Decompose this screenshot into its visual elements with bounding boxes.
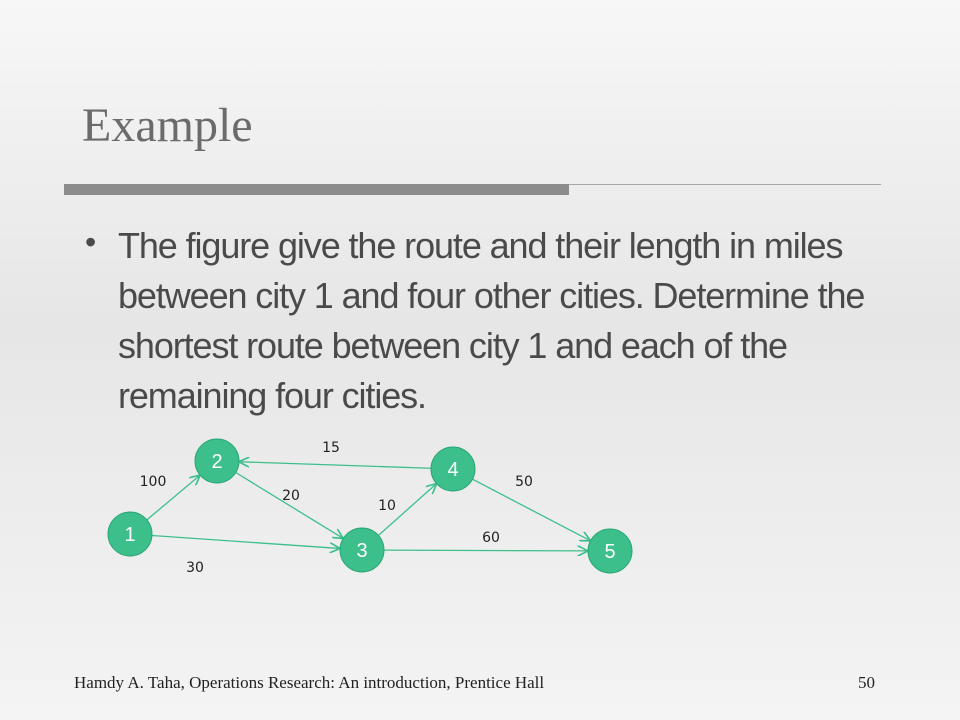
city-node-label: 2 xyxy=(211,451,223,473)
city-node-4 xyxy=(431,447,475,491)
page-number: 50 xyxy=(858,673,875,692)
edge-weight-label: 15 xyxy=(322,440,340,456)
edge-weight-label: 10 xyxy=(378,498,396,514)
city-node-label: 1 xyxy=(124,524,136,546)
edge-2-to-3 xyxy=(236,473,343,538)
city-node-2 xyxy=(195,439,239,483)
edge-weight-label: 100 xyxy=(139,474,167,490)
city-node-5 xyxy=(588,529,632,573)
city-node-label: 3 xyxy=(356,540,368,562)
edge-weight-label: 60 xyxy=(482,530,500,546)
edge-4-to-2 xyxy=(240,462,431,468)
city-node-label: 5 xyxy=(604,541,616,563)
slide-title: Example xyxy=(82,99,253,152)
city-node-1 xyxy=(108,512,152,556)
edge-weight-label: 30 xyxy=(186,560,204,576)
bullet-text: The figure give the route and their length in miles between city 1 and four other cities. Determine the shortest route between city 1 and each of the remaining four cities. xyxy=(118,225,865,416)
bullet-marker: • xyxy=(85,224,97,260)
edge-weight-label: 50 xyxy=(515,474,533,490)
footer-source: Hamdy A. Taha, Operations Research: An introduction, Prentice Hall xyxy=(74,673,545,692)
city-node-label: 4 xyxy=(447,459,459,481)
city-node-3 xyxy=(340,528,384,572)
edge-weight-label: 20 xyxy=(282,488,300,504)
edge-3-to-5 xyxy=(384,550,587,551)
edge-1-to-3 xyxy=(152,536,339,549)
